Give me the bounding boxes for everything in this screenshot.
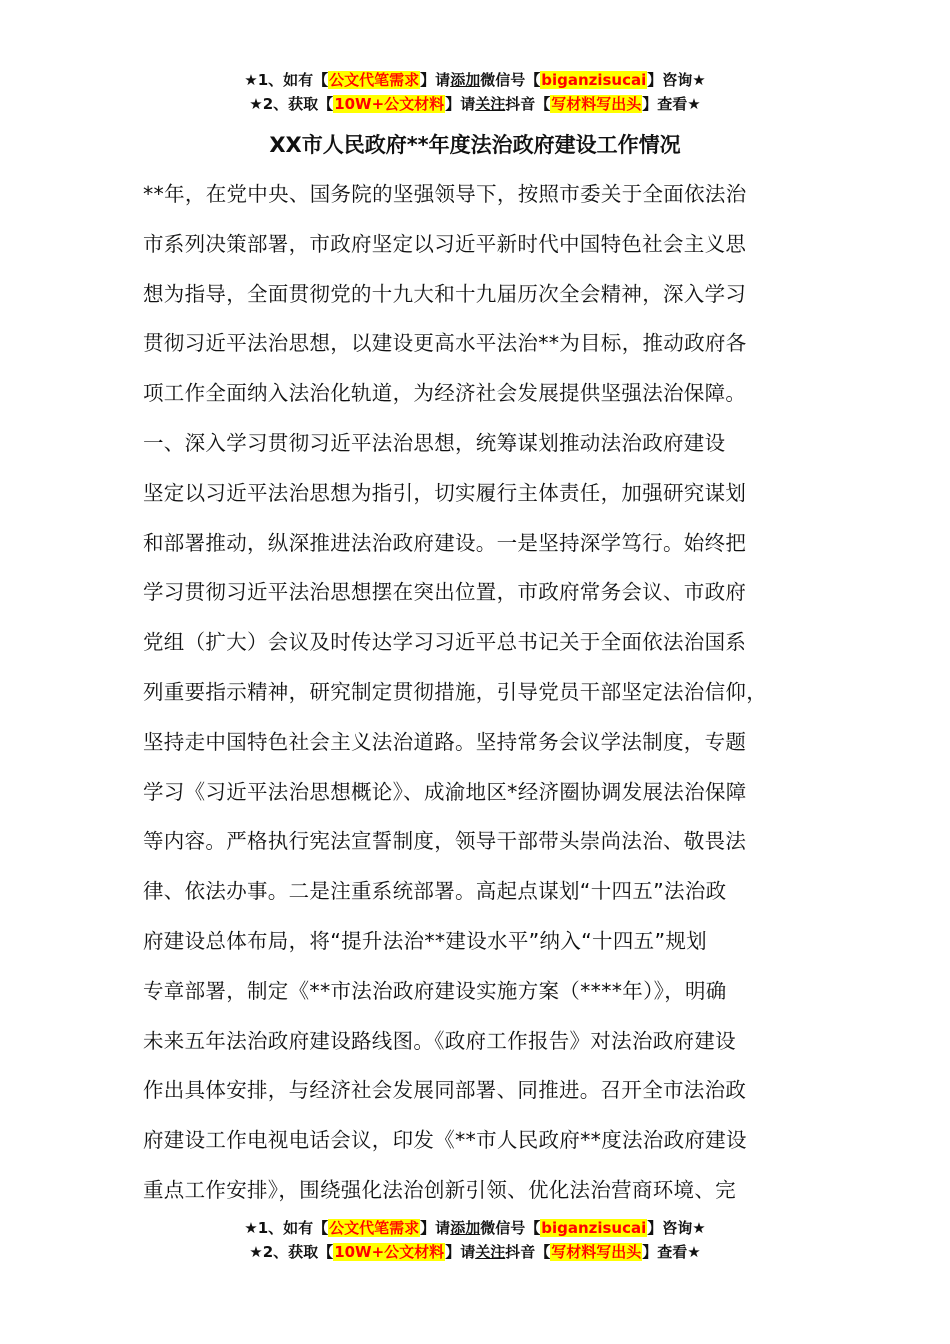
- body-line: 重点工作安排》，围绕强化法治创新引领、优化法治营商环境、完: [143, 1177, 736, 1202]
- banner-line-2: ★2、获取【10W+公文材料】请关注抖音【写材料写出头】查看★: [249, 1243, 701, 1261]
- body-line: 想为指导，全面贯彻党的十九大和十九届历次全会精神，深入学习: [143, 281, 747, 306]
- header-banner: [0, 68, 950, 116]
- document-body: [143, 170, 809, 1216]
- body-line: 学习贯彻习近平法治思想摆在突出位置，市政府常务会议、市政府: [143, 580, 747, 605]
- body-line: 作出具体安排，与经济社会发展同部署、同推进。召开全市法治政: [143, 1078, 747, 1103]
- highlight-wechat-id: biganzisucai: [541, 1219, 647, 1237]
- banner-line-1: ★1、如有【公文代笔需求】请添加微信号【biganzisucai】咨询★: [244, 1219, 706, 1237]
- body-line: **年，在党中央、国务院的坚强领导下，按照市委关于全面依法治: [143, 182, 747, 206]
- banner-line-2: ★2、获取【10W+公文材料】请关注抖音【写材料写出头】查看★: [249, 95, 701, 113]
- highlight-service: 公文代笔需求: [329, 71, 420, 89]
- banner-line-1: ★1、如有【公文代笔需求】请添加微信号【biganzisucai】咨询★: [244, 71, 706, 89]
- body-line: 专章部署，制定《**市法治政府建设实施方案（****年）》，明确: [143, 978, 727, 1003]
- document-title: XX市人民政府**年度法治政府建设工作情况: [269, 133, 681, 157]
- body-line: 列重要指示精神，研究制定贯彻措施，引导党员干部坚定法治信仰，: [143, 679, 767, 704]
- footer-banner: [0, 1216, 950, 1264]
- body-line: 市系列决策部署，市政府坚定以习近平新时代中国特色社会主义思: [143, 231, 747, 256]
- section-heading: 一、深入学习贯彻习近平法治思想，统筹谋划推动法治政府建设: [143, 430, 726, 455]
- body-line: 府建设总体布局，将“提升法治**建设水平”纳入“十四五”规划: [143, 928, 707, 953]
- highlight-materials: 10W+公文材料: [334, 95, 445, 113]
- highlight-douyin-id: 写材料写出头: [551, 1243, 642, 1261]
- body-line: 未来五年法治政府建设路线图。《政府工作报告》对法治政府建设: [143, 1028, 736, 1053]
- body-line: 和部署推动，纵深推进法治政府建设。一是坚持深学笃行。始终把: [143, 530, 747, 555]
- highlight-materials: 10W+公文材料: [334, 1243, 445, 1261]
- body-line: 项工作全面纳入法治化轨道，为经济社会发展提供坚强法治保障。: [143, 381, 747, 406]
- body-line: 府建设工作电视电话会议，印发《**市人民政府**度法治政府建设: [143, 1128, 747, 1153]
- body-line: 党组（扩大）会议及时传达学习习近平总书记关于全面依法治国系: [143, 630, 747, 655]
- body-line: 学习《习近平法治思想概论》、成渝地区*经济圈协调发展法治保障: [143, 779, 747, 804]
- highlight-douyin-id: 写材料写出头: [551, 95, 642, 113]
- body-line: 坚定以习近平法治思想为指引，切实履行主体责任，加强研究谋划: [143, 480, 747, 505]
- body-line: 坚持走中国特色社会主义法治道路。坚持常务会议学法制度，专题: [143, 729, 747, 754]
- highlight-service: 公文代笔需求: [329, 1219, 420, 1237]
- body-line: 律、依法办事。二是注重系统部署。高起点谋划“十四五”法治政: [143, 879, 727, 904]
- body-line: 贯彻习近平法治思想，以建设更高水平法治**为目标，推动政府各: [143, 331, 747, 356]
- body-line: 等内容。严格执行宪法宣誓制度，领导干部带头崇尚法治、敬畏法: [143, 829, 747, 854]
- highlight-wechat-id: biganzisucai: [541, 71, 647, 89]
